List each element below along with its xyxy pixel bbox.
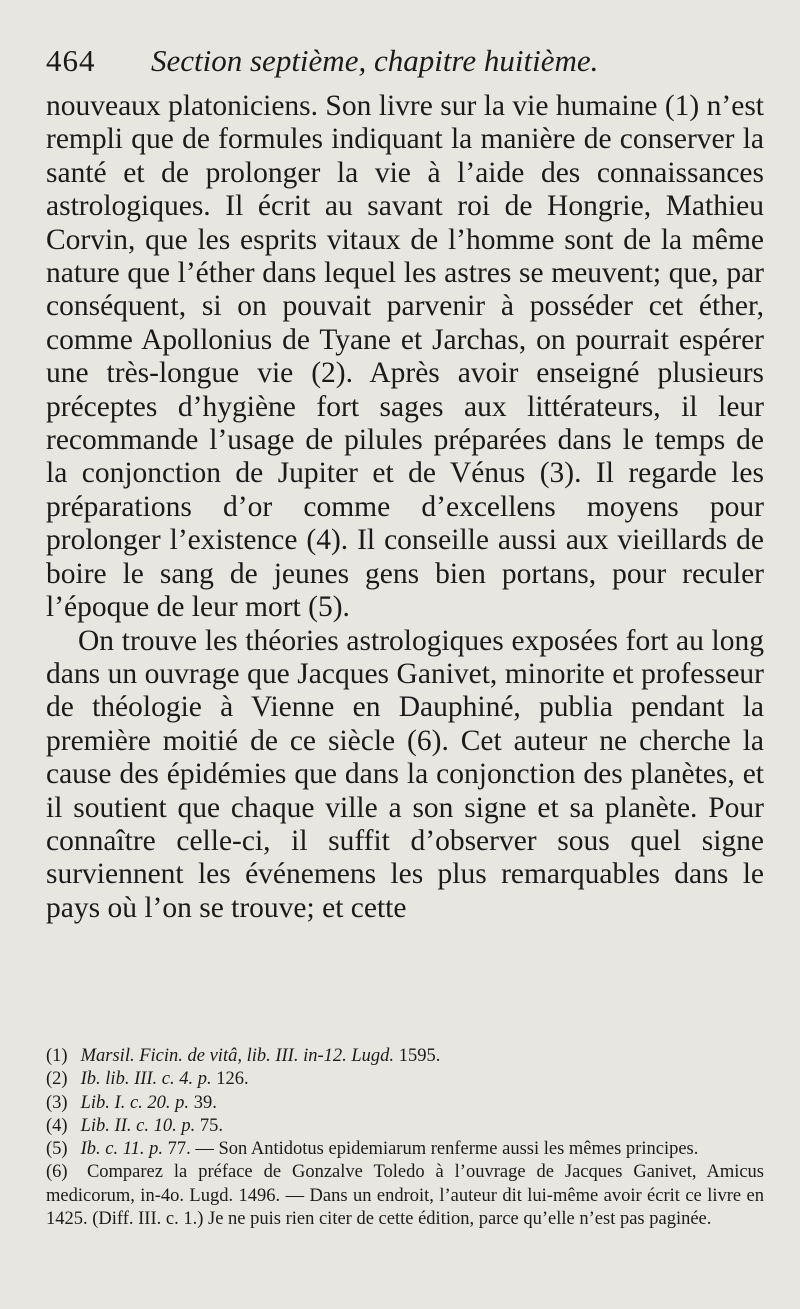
footnote-number: (1) — [46, 1046, 68, 1066]
footnote-source: Lib. I. c. 20. p. — [80, 1092, 190, 1113]
page-header — [46, 42, 764, 88]
footnotes — [46, 1045, 764, 1231]
footnote-number: (3) — [46, 1092, 68, 1113]
footnote-number: (6) — [46, 1162, 68, 1183]
footnote-source: Lib. II. c. 10. p. — [80, 1115, 196, 1136]
main-text — [46, 90, 764, 925]
footnote — [46, 1092, 764, 1115]
paragraph: On trouve les théories astrologiques exposées fort au long dans un ouvrage que Jacques Ganivet, minorite et professeur de théologie à Vienne en Dauphiné, publia pendant la première moitié de ce siècle (6). Cet auteur ne cherche la cause des épidémies que dans la conjonction des planètes, et il soutient que chaque ville a son signe et sa planète. Pour connaître celle-ci, il suffit d’observer sous quel signe surviennent les événemens les plus remarquables dans le pays où l’on se trouve; et cette — [46, 624, 764, 924]
footnote-source: Ib. lib. III. c. 4. p. — [80, 1069, 212, 1090]
footnote — [46, 1045, 764, 1068]
footnote-text: 39. — [189, 1092, 217, 1113]
footnote — [46, 1068, 764, 1091]
footnote — [46, 1138, 764, 1161]
page-number: 464 — [46, 43, 96, 78]
footnote-source: Marsil. Ficin. de vitâ, lib. III. in-12. Lugd. — [80, 1046, 395, 1066]
footnote-number: (5) — [46, 1139, 68, 1160]
footnote-text: 126. — [211, 1069, 249, 1090]
footnote — [46, 1115, 764, 1138]
footnote-number: (4) — [46, 1115, 68, 1136]
footnote-text: 1595. — [394, 1046, 441, 1066]
footnote-text: 75. — [195, 1115, 223, 1136]
footnote-text: 77. — Son Antidotus epidemiarum renferme aussi les mêmes principes. — [163, 1139, 699, 1160]
footnote-text: Comparez la préface de Gonzalve Toledo à l’ouvrage de Jacques Ganivet, Amicus medicorum, in-4o. Lugd. 1496. — Dans un endroit, l’auteur dit lui-même avoir écrit ce livre en 1425. (Diff. III. c. 1.) Je ne puis rien citer de cette édition, parce qu’elle n’est pas paginée. — [46, 1162, 765, 1230]
footnote-number: (2) — [46, 1069, 68, 1090]
running-head: Section septième, chapitre huitième. — [151, 43, 599, 78]
paragraph: nouveaux platoniciens. Son livre sur la vie humaine (1) n’est rempli que de formules indiquant la manière de conserver la santé et de prolonger la vie à l’aide des connaissances astrologiques. Il écrit au savant roi de Hongrie, Mathieu Corvin, que les esprits vitaux de l’homme sont de la même nature que l’éther dans lequel les astres se meuvent; que, par conséquent, si on pouvait parvenir à posséder cet éther, comme Apollonius de Tyane et Jarchas, on pourrait espérer une très-longue vie (2). Après avoir enseigné plusieurs préceptes d’hygiène fort sages aux littérateurs, il leur recommande l’usage de pilules préparées dans le temps de la conjonction de Jupiter et de Vénus (3). Il regarde les préparations d’or comme d’excellens moyens pour prolonger l’existence (4). Il conseille aussi aux vieillards de boire le sang de jeunes gens bien portans, pour reculer l’époque de leur mort (5). — [46, 90, 764, 624]
footnote — [46, 1161, 764, 1231]
footnote-source: Ib. c. 11. p. — [80, 1139, 163, 1160]
